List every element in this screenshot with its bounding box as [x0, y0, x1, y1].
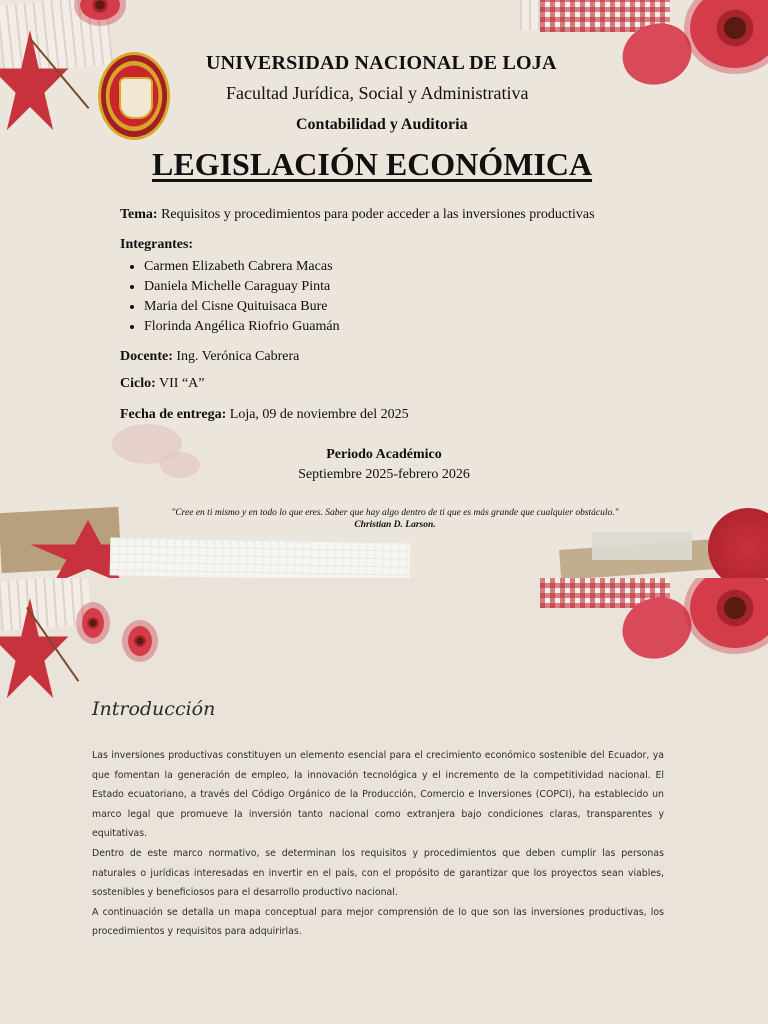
faculty-name: Facultad Jurídica, Social y Administrativa [226, 83, 529, 103]
university-name: UNIVERSIDAD NACIONAL DE LOJA [206, 52, 557, 74]
red-flower-decoration [690, 578, 768, 648]
quote [160, 507, 630, 531]
fecha-line [120, 407, 409, 423]
list-item: • Carmen Elizabeth Cabrera Macas [144, 257, 340, 277]
tema-value: Requisitos y procedimientos para poder acceder a las inversiones productivas [161, 207, 595, 222]
fecha-label: Fecha de entrega: [120, 407, 227, 422]
docente-line [120, 349, 299, 365]
red-petal-decoration [708, 508, 768, 578]
paragraph: Dentro de este marco normativo, se determinan los requisitos y procedimientos que deben cumplir las personas naturales o jurídicas interesadas en invertir en el país, con el propósito de garantizar que los proyectos sean viables, sostenibles y beneficiosos para el desarrollo productivo nacional. [92, 847, 664, 899]
members-list [120, 257, 340, 337]
university-seal-logo [98, 52, 170, 140]
list-item: • Daniela Michelle Caraguay Pinta [144, 277, 340, 297]
tema-label: Tema: [120, 207, 158, 222]
integrantes-label: Integrantes: [120, 237, 194, 252]
list-item: • Maria del Cisne Quituisaca Bure [144, 297, 340, 317]
career-name: Contabilidad y Auditoria [296, 116, 468, 133]
ciclo-label: Ciclo: [120, 376, 156, 391]
newspaper-scrap [592, 532, 692, 560]
course-title: LEGISLACIÓN ECONÓMICA [152, 146, 593, 182]
tema-line [120, 207, 595, 223]
red-flower-decoration [82, 608, 104, 638]
paragraph: Las inversiones productivas constituyen un elemento esencial para el crecimiento económico sostenible del Ecuador, ya que fomentan la generación de empleo, la innovación tecnológica y el incremento de la competitividad nacional. El Estado ecuatoriano, a través del Código Orgánico de la Producción, Comercio e Inversiones (COPCI), ha establecido un marco legal que promueve la inversión tanto nacional como extranjera bajo condiciones claras, transparentes y equitativas. [92, 750, 664, 840]
ciclo-value: VII “A” [159, 376, 205, 391]
periodo-label: Periodo Académico [326, 447, 442, 462]
fecha-value: Loja, 09 de noviembre del 2025 [229, 407, 409, 422]
quote-author: Christian D. Larson. [354, 520, 436, 530]
periodo-value: Septiembre 2025-febrero 2026 [298, 467, 470, 482]
introduction-body [92, 746, 664, 942]
introduction-page [0, 578, 768, 1024]
docente-value: Ing. Verónica Cabrera [176, 349, 300, 364]
paragraph: A continuación se detalla un mapa conceptual para mejor comprensión de lo que son las inversiones productivas, los procedimientos y requisitos para adquirirlas. [92, 906, 664, 938]
quote-text: "Cree en ti mismo y en todo lo que eres. Saber que hay algo dentro de ti que es más grande que cualquier obstáculo." [171, 508, 619, 518]
list-item: • Florinda Angélica Riofrio Guamán [144, 317, 340, 337]
introduction-title: Introducción [92, 698, 216, 720]
docente-label: Docente: [120, 349, 173, 364]
torn-paper-decoration [110, 537, 411, 578]
red-flower-decoration [690, 0, 768, 68]
newspaper-scrap-top [520, 0, 540, 30]
newspaper-scrap-top-left [0, 578, 92, 631]
red-flower-decoration [128, 626, 152, 656]
ciclo-line [120, 376, 205, 392]
